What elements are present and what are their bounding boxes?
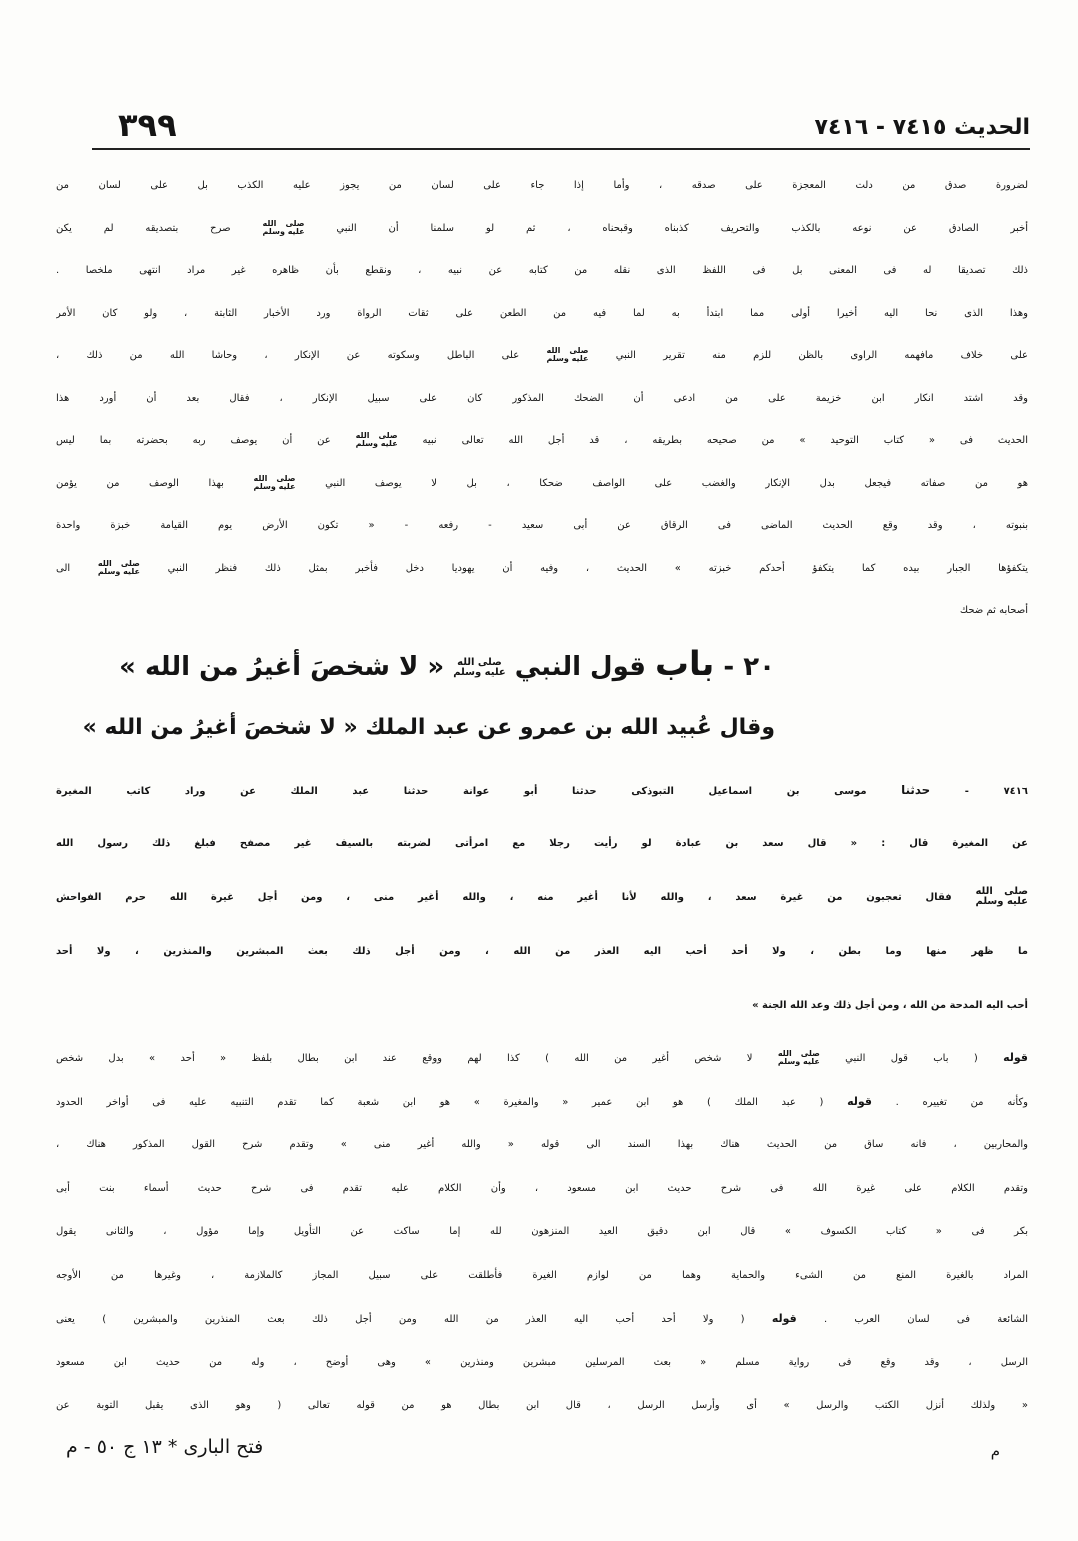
intro-line: لضرورة صدق من دلت المعجزة على صدقه ، وأما إذا جاء على لسان من يجوز عليه الكذب بل على لسان من [56,180,1028,191]
hadith-line [56,763,1028,817]
hadith-line: ما ظهر منها وما بطن ، ولا أحد أحب اليه العذر من الله ، ومن أجل ذلك بعث المبشرين والمنذرين ، ولا أحد [56,946,1028,957]
chapter-number: ٢٠ - [723,652,775,682]
chapter-bab-word: باب [655,644,715,683]
salawat-ligature [98,560,140,576]
text-run: ( ولا أحد أحب اليه العذر من الله ومن أجل ذلك بعث المنذرين والمبشرين ) يعنى [56,1314,772,1325]
chapter-heading [119,640,775,688]
intro-line: وقد اشتد انكار ابن خزيمة على من ادعى أن الضحك المذكور كان على سبيل الإنكار ، فقال بعد أن أورد هذا [56,392,1028,404]
intro-line: أصحابه ثم ضحك [959,605,1028,616]
intro-line: يتكفؤها الجبار بيده كما يتكفؤ أحدكم خبزته » الحديث ، وفيه أن يهوديا دخل فأخبر بمثل ذلك فنظر النبي الى [56,548,1028,591]
text-run: الشائعة فى لسان العرب . [796,1314,1028,1325]
footer-mark: م [990,1442,1000,1460]
chapter-note: وقال عُبيد الله بن عمرو عن عبد الملك « لا شخصَ أغيرُ من الله » [82,715,775,740]
salawat-ligature [546,347,588,363]
commentary-line [56,1036,1028,1080]
salawat-ligature [778,1050,820,1066]
intro-line: أخبر الصادق عن نوعه بالكذب والتحريف كذبناه وقبحناه ، ثم لو سلمنا أن النبي صرح بتصديقه لم يكن [56,208,1028,251]
chapter-title: قول النبي « لا شخصَ أغيرُ من الله » [119,652,646,682]
intro-line: وهذا الذى نحا اليه أخيرا أولى مما ابتدأ به لما فيه من الطعن على ثقات الرواة ورد الأخبار الثابتة ، ولو كان الأمر [56,307,1028,319]
keyword-qawluhu: قوله [771,1312,797,1325]
hadith-line: فقال تعجبون من غيرة سعد ، والله لأنا أغير منه ، والله أغير منى ، ومن أجل غيرة الله حرم الفواحش [56,871,1028,925]
commentary-line: الرسل ، وقد وقع فى رواية مسلم « بعث المرسلين مبشرين ومنذرين » وهى أوضح ، وله من حديث ابن مسعود [56,1356,1028,1368]
intro-line: الحديث فى « كتاب التوحيد » من صحيحه بطريقه ، قد أجل الله تعالى نبيه عن أن يوصف ربه بحضرته بما ليس [56,420,1028,463]
commentary-line: « ولذلك أنزل الكتب والرسل » أى وأرسل الرسل ، قال ابن بطال هو من قوله تعالى ( وهو الذى يقبل التوبة عن [56,1400,1028,1411]
salawat-ligature [253,475,295,491]
text-run: ( باب قول النبي لا شخص أغير من الله ) كذا لهم ووقع عند ابن بطال بلفظ « أحد » بدل شخص [56,1053,1003,1064]
commentary-line: وتقدم الكلام على غيرة الله فى شرح حديث ابن مسعود ، وأن الكلام عليه تقدم فى شرح حديث أسماء بنت أبى [56,1182,1028,1194]
hadith-line: عن المغيرة قال : « قال سعد بن عبادة لو رأيت رجلا مع امرأتى لضربته بالسيف غير مصفح فبلغ ذلك رسول الله [56,838,1028,849]
text-run: وكأنه من تغييره . [871,1096,1028,1108]
commentary-line: والمحاربين ، فانه ساق من الحديث هناك بهذا السند الى قوله « والله أغير منى » وتقدم شرح القول المذكور هناك ، [56,1139,1028,1150]
footer-signature: فتح البارى * ١٣ ج ٥٠ - م [66,1436,264,1458]
intro-line: بنبوته ، وقد وقع الحديث الماضى فى الرقاق عن أبى سعيد - رفعه - « تكون الأرض يوم القيامة خبزة واحدة [56,520,1028,531]
intro-line: ذلك تصديقا له فى المعنى بل فى اللفظ الذى نقله من كتابه عن نبيه ، ونقطع بأن ظاهره غير مراد انتهى ملخصا . [56,265,1028,276]
keyword-qawluhu: قوله [1003,1051,1028,1064]
commentary-line [56,1297,1028,1341]
salawat-ligature [356,432,398,448]
page-number: ٣٩٩ [118,106,177,144]
intro-paragraph [56,165,1028,633]
commentary-paragraph [56,1036,1028,1428]
salawat-ligature [453,658,506,678]
hadith-opening-word: حدثنا [901,783,931,797]
hadith-text [56,763,1028,1033]
header-rule [92,148,1030,150]
hadith-line: أحب اليه المدحة من الله ، ومن أجل ذلك وعد الله الجنة » [752,1000,1028,1011]
text-run: ( عبد الملك ) هو ابن عمير « والمغيرة » هو ابن شعبة كما تقدم التنبيه عليه فى أواخر الحدود [56,1096,848,1108]
commentary-line: بكر فى « كتاب الكسوف » قال ابن دقيق العيد المنزهون لله إما ساكت عن التأويل وإما مؤول ، والثانى يقول [56,1226,1028,1237]
text-run: موسى بن اسماعيل التبوذكى حدثنا أبو عوانة حدثنا عبد الملك عن وراد كاتب المغيرة [56,786,867,797]
commentary-line: المراد بالغيرة المنع من الشىء والحماية وهما من لوازم الغيرة فأطلقت على سبيل المجاز كالملازمة ، وغيرها من الأوجه [56,1269,1028,1281]
salawat-ligature [263,220,305,236]
keyword-qawluhu: قوله [847,1094,872,1108]
hadith-number: ٧٤١٦ - [964,786,1028,797]
commentary-line [56,1080,1028,1124]
running-header-hadith-range: الحديث ٧٤١٥ - ٧٤١٦ [814,115,1030,140]
salawat-ligature [975,887,1028,907]
intro-line: هو من صفاته فيجعل بدل الإنكار والغضب على الواصف ضحكا ، بل لا يوصف النبي بهذا الوصف من يؤمن [56,463,1028,506]
intro-line: على خلاف مافهمه الراوى بالظن للزم منه تقرير النبي على الباطل وسكوته عن الإنكار ، وحاشا الله من ذلك ، [56,335,1028,378]
